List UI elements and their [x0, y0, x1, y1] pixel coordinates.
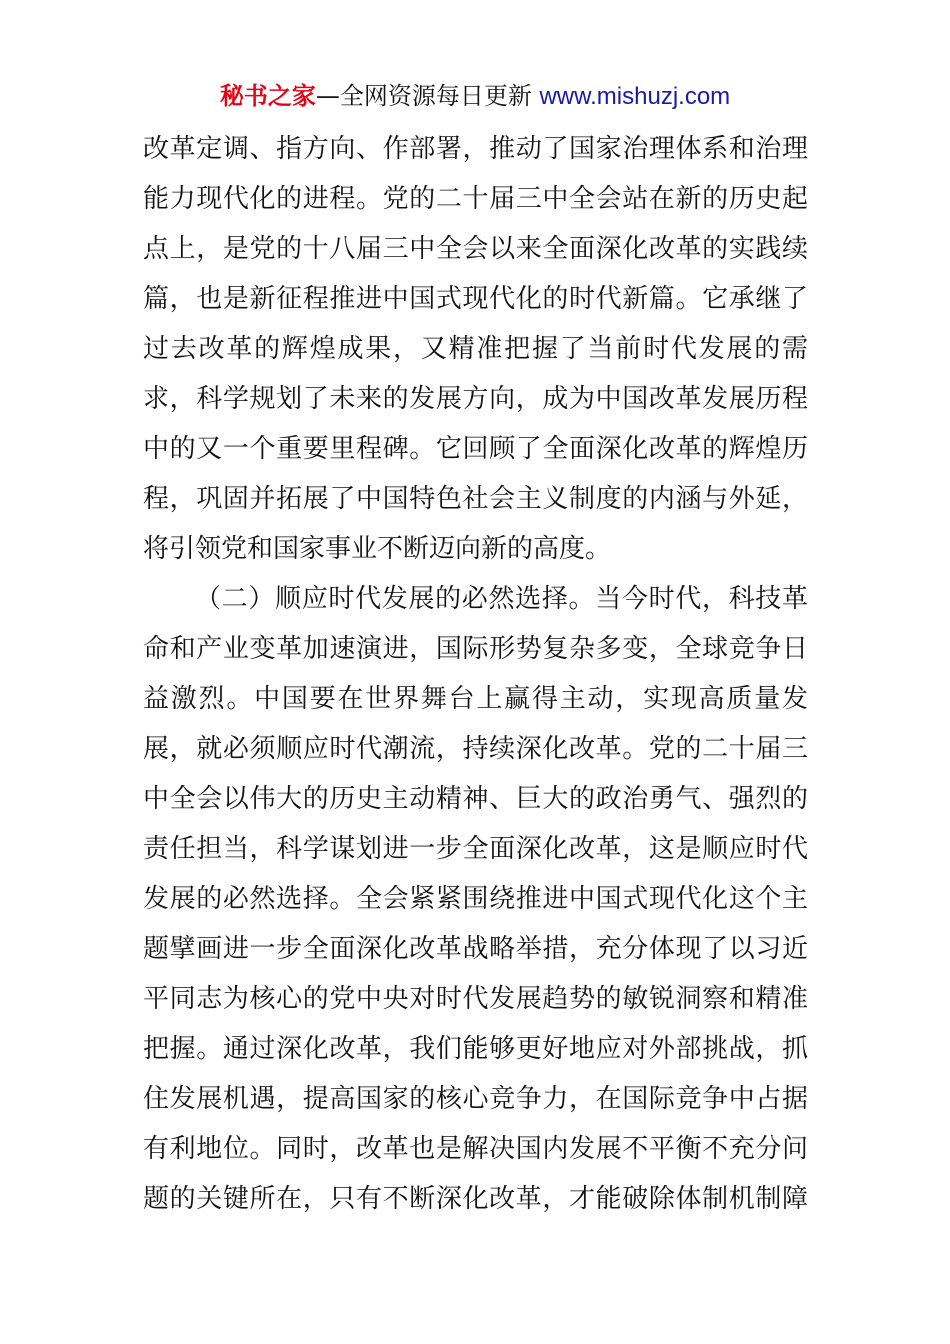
text-line: 益激烈。中国要在世界舞台上赢得主动，实现高质量发 — [143, 684, 808, 714]
site-url-link[interactable]: www.mishuzj.com — [539, 83, 731, 110]
text-line: 篇，也是新征程推进中国式现代化的时代新篇。它承继了 — [143, 284, 808, 314]
text-line: 住发展机遇，提高国家的核心竞争力，在国际竞争中占据 — [143, 1084, 808, 1114]
text-line: 过去改革的辉煌成果，又精准把握了当前时代发展的需 — [143, 334, 808, 364]
text-line: 展，就必须顺应时代潮流，持续深化改革。党的二十届三 — [143, 734, 808, 764]
text-line: 把握。通过深化改革，我们能够更好地应对外部挑战，抓 — [143, 1034, 808, 1064]
text-line: 命和产业变革加速演进，国际形势复杂多变，全球竞争日 — [143, 634, 808, 664]
text-line: 程，巩固并拓展了中国特色社会主义制度的内涵与外延， — [143, 484, 808, 514]
text-line: 中的又一个重要里程碑。它回顾了全面深化改革的辉煌历 — [143, 434, 808, 464]
text-line: 改革定调、指方向、作部署，推动了国家治理体系和治理 — [143, 134, 808, 164]
text-line: 题的关键所在，只有不断深化改革，才能破除体制机制障 — [143, 1184, 808, 1214]
text-line: 中全会以伟大的历史主动精神、巨大的政治勇气、强烈的 — [143, 784, 808, 814]
text-line: 求，科学规划了未来的发展方向，成为中国改革发展历程 — [143, 384, 808, 414]
site-header — [0, 80, 950, 113]
text-line: 点上，是党的十八届三中全会以来全面深化改革的实践续 — [143, 234, 808, 264]
text-line: 发展的必然选择。全会紧紧围绕推进中国式现代化这个主 — [143, 884, 808, 914]
paragraph-1 — [143, 124, 808, 574]
text-line: 责任担当，科学谋划进一步全面深化改革，这是顺应时代 — [143, 834, 808, 864]
text-line: 平同志为核心的党中央对时代发展趋势的敏锐洞察和精准 — [143, 984, 808, 1014]
text-line: 将引领党和国家事业不断迈向新的高度。 — [143, 534, 612, 564]
site-tagline: —全网资源每日更新 — [315, 82, 532, 110]
document-body — [143, 124, 808, 1224]
text-line: （二）顺应时代发展的必然选择。当今时代，科技革 — [195, 584, 808, 614]
text-line: 题擘画进一步全面深化改革战略举措，充分体现了以习近 — [143, 934, 808, 964]
text-line: 能力现代化的进程。党的二十届三中全会站在新的历史起 — [143, 184, 808, 214]
site-brand: 秘书之家 — [219, 82, 316, 110]
paragraph-2 — [143, 574, 808, 1224]
text-line: 有利地位。同时，改革也是解决国内发展不平衡不充分问 — [143, 1134, 808, 1164]
